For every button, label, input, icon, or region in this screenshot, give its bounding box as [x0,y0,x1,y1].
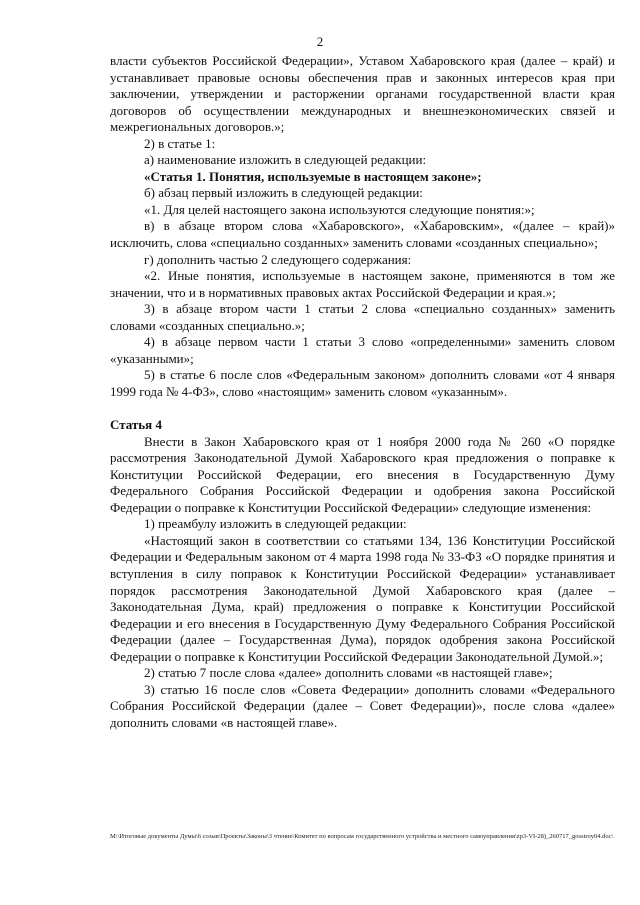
blank-line [110,400,615,417]
paragraph: а) наименование изложить в следующей редакции: [144,152,427,168]
paragraph: 4) в абзаце первом части 1 статьи 3 слово «определенными» заменить словом «указанными»; [110,334,615,366]
file-path-footer: M:\Итоговые документы Думы\6 созыв\Проекты\Законы\3 чтение\Комитет по вопросам государственного устройства и местного самоуправления\zp3-VI-28)_260717_gosstroy04.doc\ [110,833,614,840]
paragraph: «2. Иные понятия, используемые в настоящем законе, применяются в том же значении, что и в нормативных правовых актах Российской Федерации и края.»; [110,268,615,300]
article-heading: Статья 4 [110,417,162,433]
paragraph: в) в абзаце втором слова «Хабаровского», «Хабаровским», «(далее – край)» исключить, слова «специально созданных» заменить словами «созданных специально»; [110,218,615,251]
paragraph: Внести в Закон Хабаровского края от 1 ноября 2000 года № 260 «О порядке рассмотрения Законодательной Думой Хабаровского края предложения о поправке к Конституции Российской Федерации, его внесения в Государственную Думу Федерального Собрания Российской Федерации и одобрения закона Российской Федерации о поправке к Конституции Российской Федерации» следующие изменения: [110,433,615,515]
article-title-quote: «Статья 1. Понятия, используемые в настоящем законе»; [144,168,482,184]
paragraph: власти субъектов Российской Федерации», Уставом Хабаровского края (далее – край) и устанавливает правовые основы обеспечения прав и законных интересов края при заключении, утверждении и расторжении органами государственной власти края договоров об осуществлении международных и внешнеэкономических связей и межрегиональных договоров.»; [110,53,615,135]
paragraph: «1. Для целей настоящего закона используются следующие понятия:»; [144,201,535,217]
paragraph: 5) в статье 6 после слов «Федеральным законом» дополнить словами «от 4 января 1999 года № 4-ФЗ», слово «настоящим» заменить словом «указанным». [110,367,615,399]
page-number: 2 [316,34,324,49]
paragraph: 3) в абзаце втором части 1 статьи 2 слова «специально созданных» заменить словами «созданных специально.»; [110,301,615,333]
paragraph: 2) в статье 1: [144,135,216,151]
paragraph: 3) статью 16 после слов «Совета Федерации» дополнить словами «Федерального Собрания Российской Федерации (далее – Совет Федерации)», после слова «далее» дополнить словами «в настоящей главе». [110,681,615,730]
paragraph: 2) статью 7 после слова «далее» дополнить словами «в настоящей главе»; [144,665,553,681]
paragraph: г) дополнить частью 2 следующего содержания: [144,251,412,267]
paragraph: «Настоящий закон в соответствии со статьями 134, 136 Конституции Российской Федерации и Федеральным законом от 4 марта 1998 года № 33-ФЗ «О порядке принятия и вступления в силу поправок к Конституции Российской Федерации» устанавливает порядок рассмотрения Законодательной Думой Хабаровского края (далее – Законодательная Дума, край) предложения о поправке к Конституции Российской Федерации и его внесения в Государственную Думу Федерального Собрания Российской Федерации (далее – Государственная Дума), порядок одобрения закона Российской Федерации о поправке к Конституции Российской Федерации Законодательной Думой.»; [110,532,615,664]
paragraph: 1) преамбулу изложить в следующей редакции: [144,516,407,532]
document-body [110,53,615,731]
paragraph: б) абзац первый изложить в следующей редакции: [144,185,423,201]
